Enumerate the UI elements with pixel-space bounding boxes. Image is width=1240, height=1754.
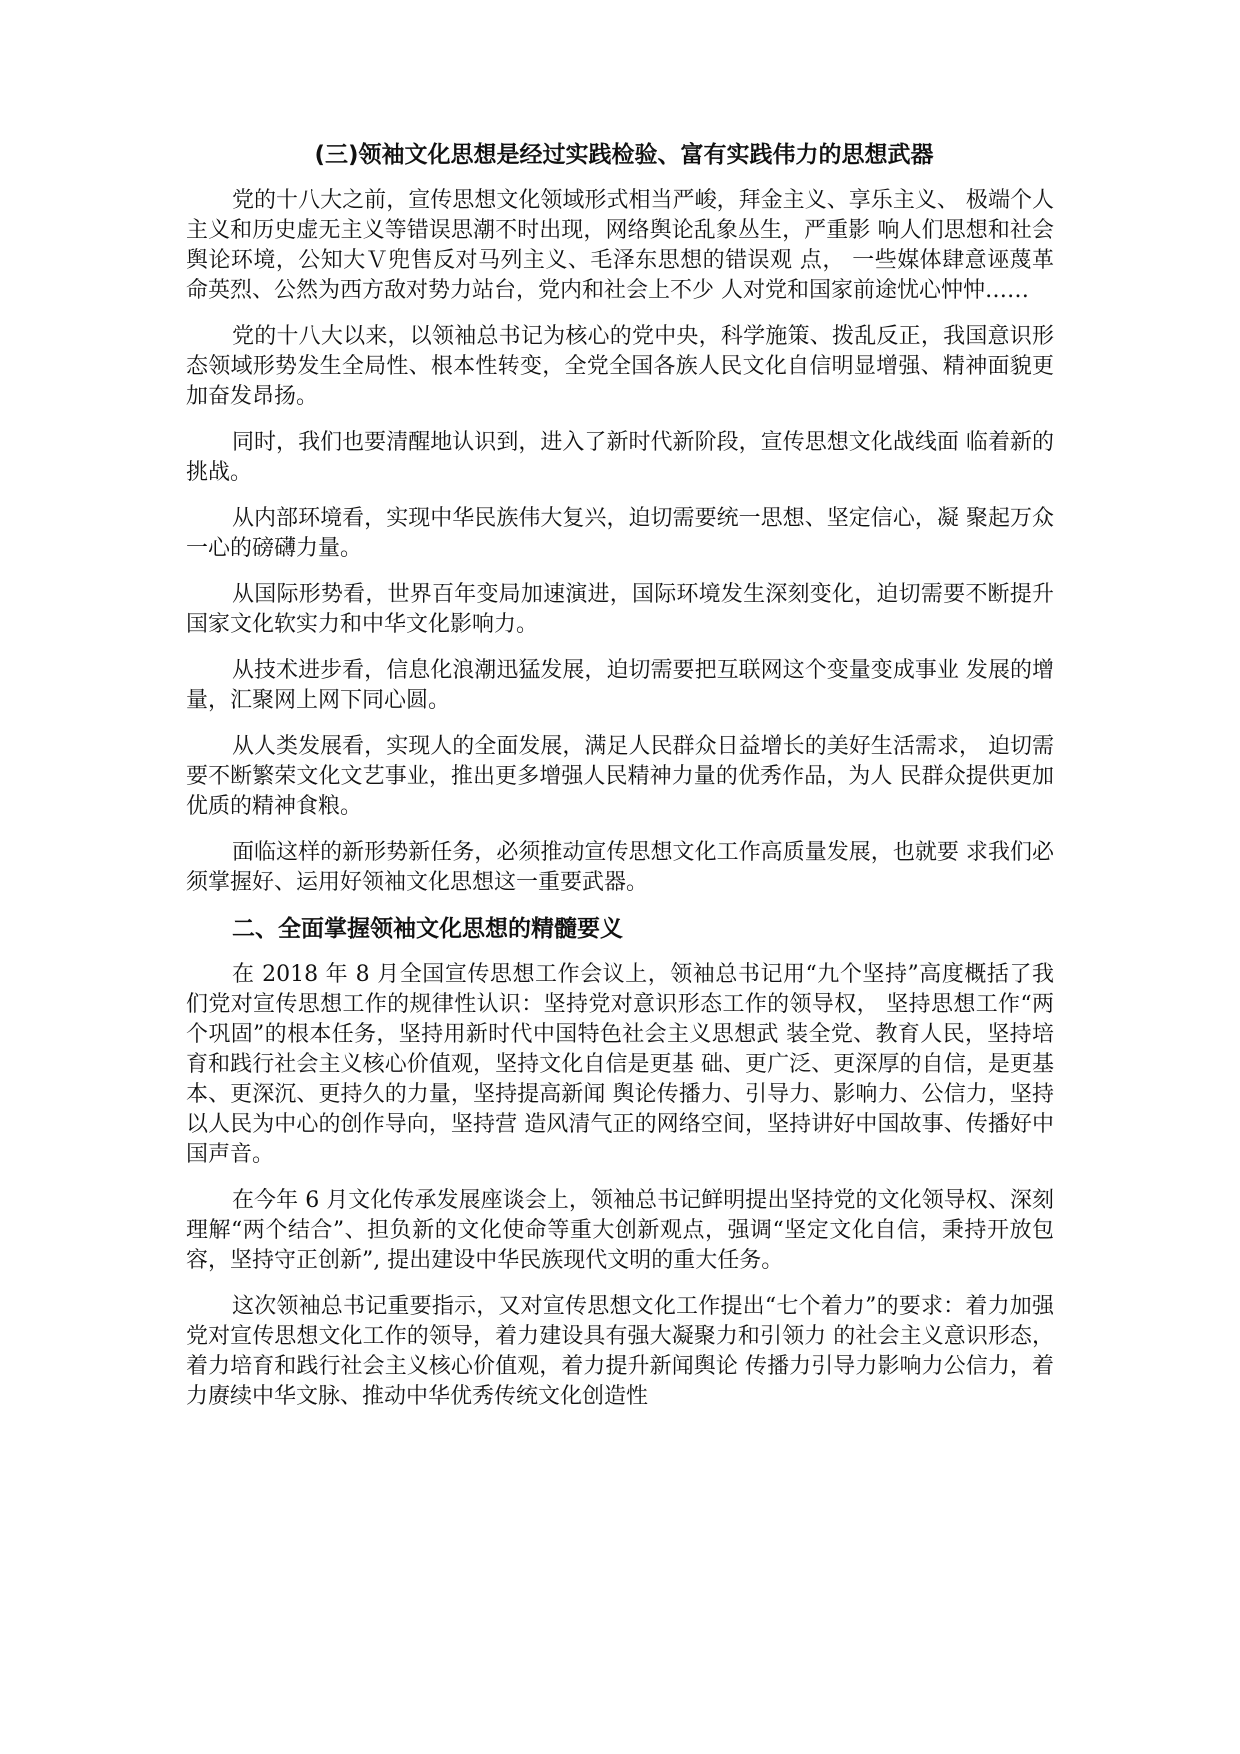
paragraph: 同时，我们也要清醒地认识到，进入了新时代新阶段，宣传思想文化战线面 临着新的挑战。 xyxy=(186,430,1054,485)
section-heading: (三)领袖文化思想是经过实践检验、富有实践伟力的思想武器 xyxy=(314,142,934,168)
paragraph: 面临这样的新形势新任务，必须推动宣传思想文化工作高质量发展，也就要 求我们必须掌握好、运用好领袖文化思想这一重要武器。 xyxy=(186,840,1054,895)
paragraph: 党的十八大以来，以领袖总书记为核心的党中央，科学施策、拨乱反正，我国意识形态领域形势发生全局性、根本性转变，全党全国各族人民文化自信明显增强、精神面貌更加奋发昂扬。 xyxy=(186,324,1054,409)
chapter-heading: 二、全面掌握领袖文化思想的精髓要义 xyxy=(232,916,623,942)
paragraph: 党的十八大之前，宣传思想文化领域形式相当严峻，拜金主义、享乐主义、 极端个人主义和历史虚无主义等错误思潮不时出现，网络舆论乱象丛生，严重影 响人们思想和社会舆论环境，公知大Ｖ兜售反对马列主义、毛泽东思想的错误观 点， 一些媒体肆意诬蔑革命英烈、公然为西方敌对势力站台，党内和社会上不少 人对党和国家前途忧心忡忡…… xyxy=(186,188,1054,303)
document-page xyxy=(186,140,1054,1428)
paragraph: 从技术进步看，信息化浪潮迅猛发展，迫切需要把互联网这个变量变成事业 发展的增量，汇聚网上网下同心圆。 xyxy=(186,658,1054,713)
paragraph: 在今年 6 月文化传承发展座谈会上，领袖总书记鲜明提出坚持党的文化领导权、深刻理解“两个结合”、担负新的文化使命等重大创新观点，强调“坚定文化自信，秉持开放包容，坚持守正创新”, 提出建设中华民族现代文明的重大任务。 xyxy=(186,1188,1054,1273)
paragraph: 这次领袖总书记重要指示，又对宣传思想文化工作提出“七个着力”的要求：着力加强党对宣传思想文化工作的领导，着力建设具有强大凝聚力和引领力 的社会主义意识形态，着力培育和践行社会主义核心价值观，着力提升新闻舆论 传播力引导力影响力公信力，着力赓续中华文脉、推动中华优秀传统文化创造性 xyxy=(186,1294,1054,1409)
paragraph: 在 2018 年 8 月全国宣传思想工作会议上，领袖总书记用“九个坚持”高度概括了我们党对宣传思想工作的规律性认识：坚持党对意识形态工作的领导权， 坚持思想工作“两个巩固”的根本任务，坚持用新时代中国特色社会主义思想武 装全党、教育人民，坚持培育和践行社会主义核心价值观，坚持文化自信是更基 础、更广泛、更深厚的自信，是更基本、更深沉、更持久的力量，坚持提高新闻 舆论传播力、引导力、影响力、公信力，坚持以人民为中心的创作导向，坚持营 造风清气正的网络空间，坚持讲好中国故事、传播好中国声音。 xyxy=(186,962,1054,1167)
paragraph: 从人类发展看，实现人的全面发展，满足人民群众日益增长的美好生活需求， 迫切需要不断繁荣文化文艺事业，推出更多增强人民精神力量的优秀作品，为人 民群众提供更加优质的精神食粮。 xyxy=(186,734,1054,819)
paragraph: 从内部环境看，实现中华民族伟大复兴，迫切需要统一思想、坚定信心，凝 聚起万众一心的磅礴力量。 xyxy=(186,506,1054,561)
paragraph: 从国际形势看，世界百年变局加速演进，国际环境发生深刻变化，迫切需要不断提升国家文化软实力和中华文化影响力。 xyxy=(186,582,1054,637)
